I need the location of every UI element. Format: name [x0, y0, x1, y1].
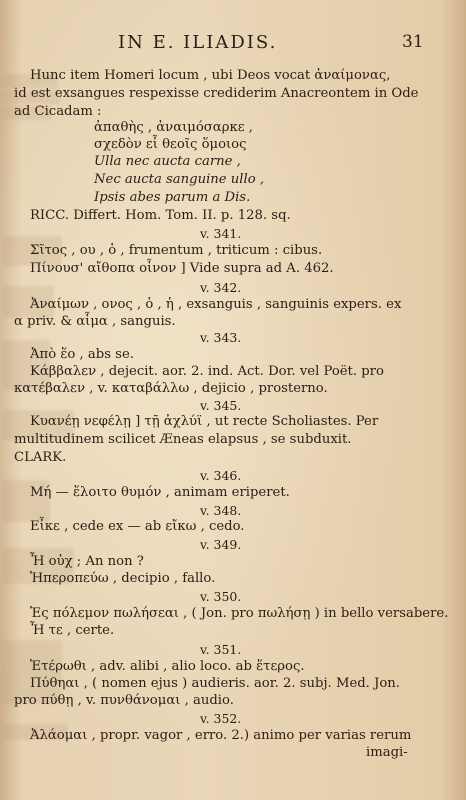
greek-verse-line: σχεδὸν εἶ θεοῖς ὅμοιος [94, 137, 247, 152]
verse-number: v. 349. [200, 537, 242, 552]
verse-number: v. 343. [200, 330, 242, 345]
text-line: ad Cicadam : [14, 104, 102, 119]
gloss-entry: Εἶκε , cede ex — ab εἴκω , cedo. [30, 519, 245, 534]
gloss-entry: Σῖτος , ου , ὁ , frumentum , triticum : cibus. [30, 243, 323, 258]
catchword: imagi- [366, 745, 408, 760]
gloss-entry: Μή — ἕλοιτο θυμόν , animam eriperet. [30, 485, 290, 500]
gloss-entry: Ἀλάομαι , propr. vagor , erro. 2.) animo per varias rerum [30, 728, 412, 743]
gloss-entry: Ἐς πόλεμον πωλήσεαι , ( Jon. pro πωλήσῃ ) in bello versabere. [30, 606, 449, 621]
gloss-entry: Ἀπὸ ἕο , abs se. [30, 347, 134, 362]
gloss-entry: Ἦ τε , certe. [30, 623, 115, 638]
gloss-entry: κατέβαλεν , v. καταβάλλω , dejicio , prosterno. [14, 381, 328, 396]
greek-verse-line: ἀπαθὴς , ἀναιμόσαρκε , [94, 120, 253, 135]
latin-verse-line: Nec aucta sanguine ullo , [94, 172, 265, 187]
gloss-entry: α priv. & αἷμα , sanguis. [14, 314, 176, 329]
verse-number: v. 346. [200, 468, 242, 483]
gloss-entry: Κυανέῃ νεφέλῃ ] τῇ ἀχλύϊ , ut recte Scholiastes. Per [30, 414, 379, 429]
gloss-entry: multitudinem scilicet Æneas elapsus , se subduxit. [14, 432, 352, 447]
running-title: IN E. ILIADIS. [118, 32, 278, 53]
verse-number: v. 345. [200, 398, 242, 413]
verse-number: v. 351. [200, 642, 242, 657]
page-number: 31 [402, 32, 424, 52]
gloss-entry: CLARK. [14, 450, 67, 465]
gloss-entry: Πίνουσ' αἴθοπα οἶνον ] Vide supra ad A. 462. [30, 261, 334, 276]
verse-number: v. 342. [200, 280, 242, 295]
gloss-entry: Ἀναίμων , ονος , ὁ , ἡ , exsanguis , sanguinis expers. ex [30, 297, 402, 312]
verse-number: v. 352. [200, 711, 242, 726]
verse-number: v. 348. [200, 503, 242, 518]
text-line: Hunc item Homeri locum , ubi Deos vocat ἀναίμονας, [30, 68, 391, 83]
gloss-entry: Πύθηαι , ( nomen ejus ) audieris. aor. 2. subj. Med. Jon. [30, 676, 400, 691]
text-line: id est exsangues respexisse crediderim Anacreontem in Ode [14, 86, 419, 101]
gloss-entry: Ἦ οὐχ ; An non ? [30, 554, 144, 569]
running-header [0, 32, 466, 58]
gloss-entry: Κάββαλεν , dejecit. aor. 2. ind. Act. Dor. vel Poët. pro [30, 364, 384, 379]
gloss-entry: pro πύθῃ , v. πυνθάνομαι , audio. [14, 693, 234, 708]
citation-line: RICC. Differt. Hom. Tom. II. p. 128. sq. [30, 208, 291, 223]
latin-verse-line: Ipsis abes parum a Dis. [94, 190, 251, 205]
latin-verse-line: Ulla nec aucta carne , [94, 154, 241, 169]
verse-number: v. 350. [200, 589, 242, 604]
gloss-entry: Ἑτέρωθι , adv. alibi , alio loco. ab ἕτερος. [30, 659, 305, 674]
verse-number: v. 341. [200, 226, 242, 241]
gloss-entry: Ἠπεροπεύω , decipio , fallo. [30, 571, 216, 586]
